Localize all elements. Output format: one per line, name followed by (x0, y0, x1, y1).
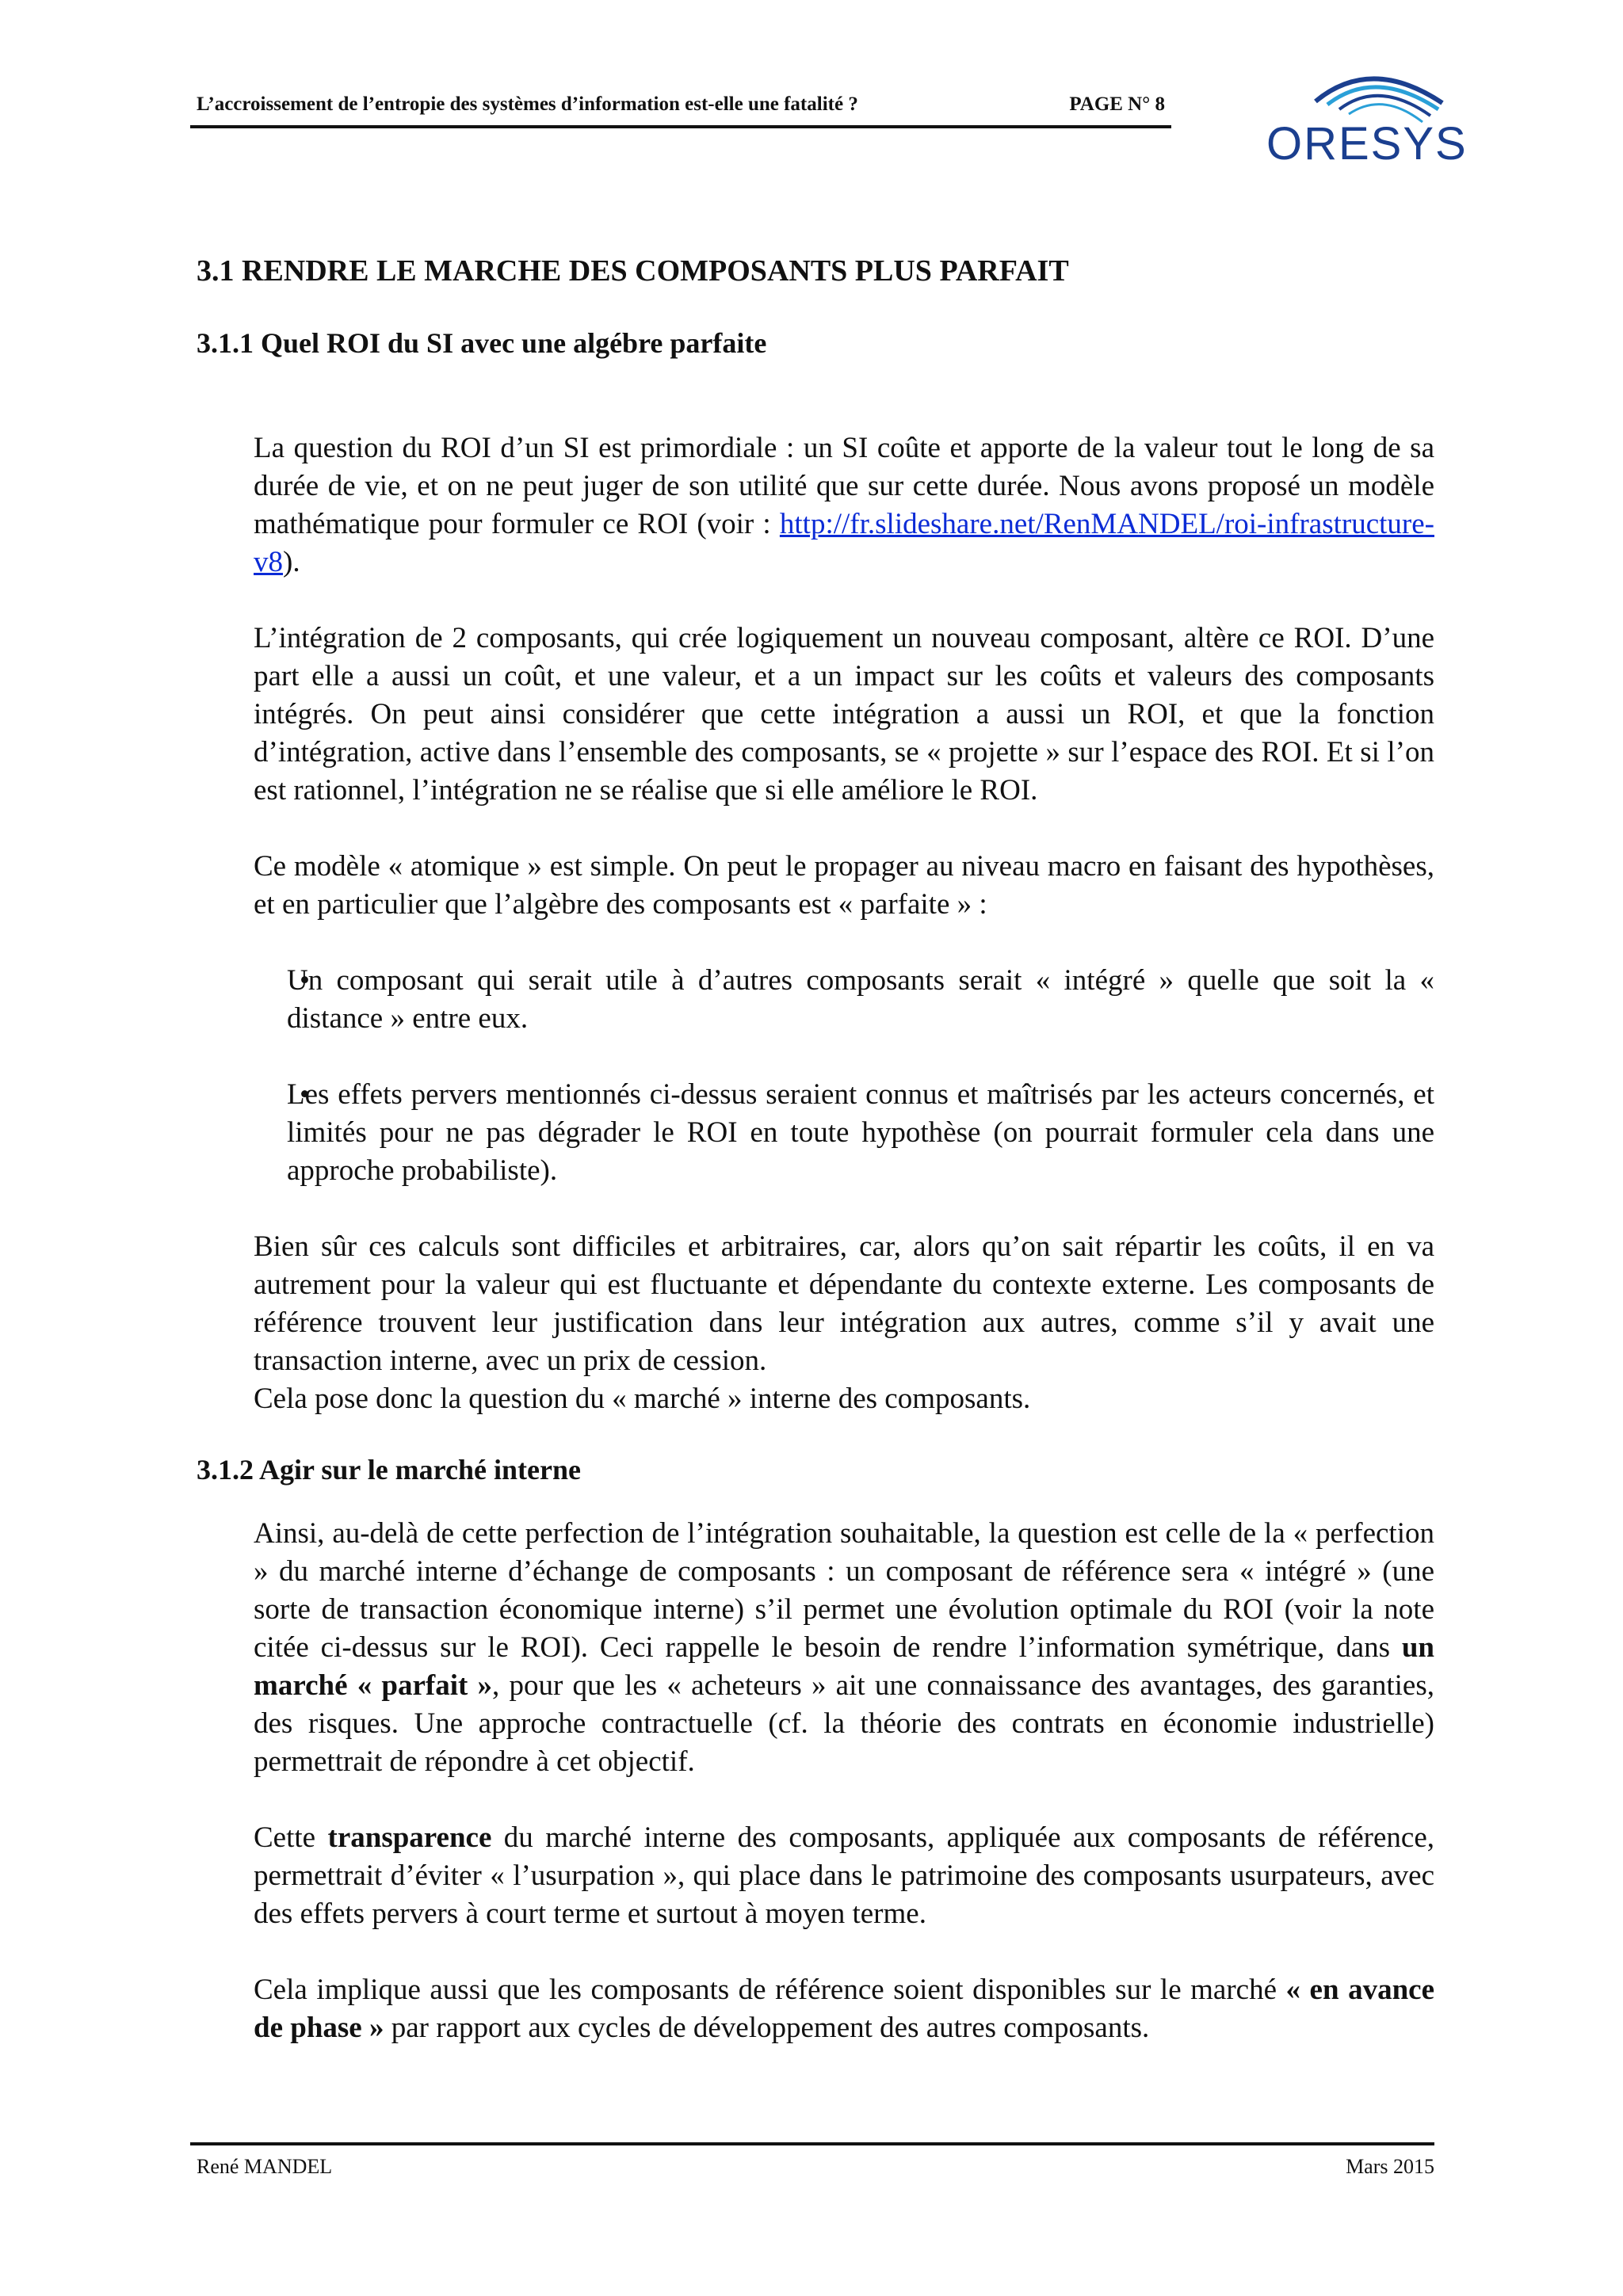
page-number: PAGE N° 8 (1069, 93, 1165, 115)
footer-author: René MANDEL (197, 2155, 333, 2178)
paragraph: Cette transparence du marché interne des composants, appliquée aux composants de référence, permettrait d’éviter « l’usurpation », qui place dans le patrimoine des composants usurpateurs, avec des effets pervers à court terme et surtout à moyen terme. (254, 1821, 1434, 1930)
subsection-heading-1: 3.1.1 Quel ROI du SI avec une algébre parfaite (197, 327, 767, 359)
slideshare-link[interactable]: http://fr.slideshare.net/RenMANDEL/roi-infrastructure-v8 (254, 508, 1434, 578)
footer-date: Mars 2015 (1346, 2155, 1434, 2178)
list-item: • Les effets pervers mentionnés ci-dessus seraient connus et maîtrisés par les acteurs concernés, et limités pour ne pas dégrader le ROI en toute hypothèse (on pourrait formuler cela dans une approche probabiliste). (190, 1076, 1434, 1190)
paragraph: Ainsi, au-delà de cette perfection de l’intégration souhaitable, la question est celle de la « perfection » du marché interne d’échange de composants : un composant de référence sera « intégré » (une sorte de transaction économique interne) s’il permet une évolution optimale du ROI (voir la note citée ci-dessus sur le ROI). Ceci rappelle le besoin de rendre l’information symétrique, dans un marché « parfait », pour que les « acheteurs » ait une connaissance des avantages, des garanties, des risques. Une approche contractuelle (cf. la théorie des contrats en économie industrielle) permettrait de répondre à cet objectif. (254, 1517, 1435, 1778)
list-item: • Un composant qui serait utile à d’autres composants serait « intégré » quelle que soit la « distance » entre eux. (190, 962, 1434, 1038)
bullet-list (190, 962, 1434, 1190)
document-body (190, 238, 1434, 2047)
paragraph: La question du ROI d’un SI est primordiale : un SI coûte et apporte de la valeur tout le long de sa durée de vie, et on ne peut juger de son utilité que sur cette durée. Nous avons proposé un modèle mathématique pour formuler ce ROI (voir : http://fr.slideshare.net/RenMANDEL/roi-infrastructure-v8). (254, 432, 1434, 578)
subsection-heading-2: 3.1.2 Agir sur le marché interne (197, 1454, 581, 1486)
paragraph: Bien sûr ces calculs sont difficiles et arbitraires, car, alors qu’on sait répartir les coûts, il en va autrement pour la valeur qui est fluctuante et dépendante du contexte externe. Les composants de référence trouvent leur justification dans leur intégration aux autres, comme s’il y avait une transaction interne, avec un prix de cession. (254, 1230, 1434, 1377)
footer-rule (190, 2142, 1434, 2145)
paragraph: Cela implique aussi que les composants de référence soient disponibles sur le marché « en avance de phase » par rapport aux cycles de développement des autres composants. (254, 1974, 1434, 2044)
paragraph: Cela pose donc la question du « marché » interne des composants. (254, 1383, 1031, 1415)
paragraph: Ce modèle « atomique » est simple. On peut le propager au niveau macro en faisant des hypothèses, et en particulier que l’algèbre des composants est « parfaite » : (254, 850, 1434, 921)
section-heading: 3.1 RENDRE LE MARCHE DES COMPOSANTS PLUS PARFAIT (197, 254, 1069, 288)
page-header (190, 93, 1171, 128)
header-rule (190, 125, 1171, 128)
logo-text: ORESYS (1266, 118, 1468, 170)
document-title: L’accroissement de l’entropie des systèmes d’information est-elle une fatalité ? (197, 93, 858, 115)
page-footer (197, 2155, 1434, 2179)
paragraph: L’intégration de 2 composants, qui crée logiquement un nouveau composant, altère ce ROI. D’une part elle a aussi un coût, et une valeur, et a un impact sur les coûts et valeurs des composants intégrés. On peut ainsi considérer que cette intégration a aussi un ROI, et que la fonction d’intégration, active dans l’ensemble des composants, se « projette » sur l’espace des ROI. Et si l’on est rationnel, l’intégration ne se réalise que si elle améliore le ROI. (254, 622, 1434, 807)
